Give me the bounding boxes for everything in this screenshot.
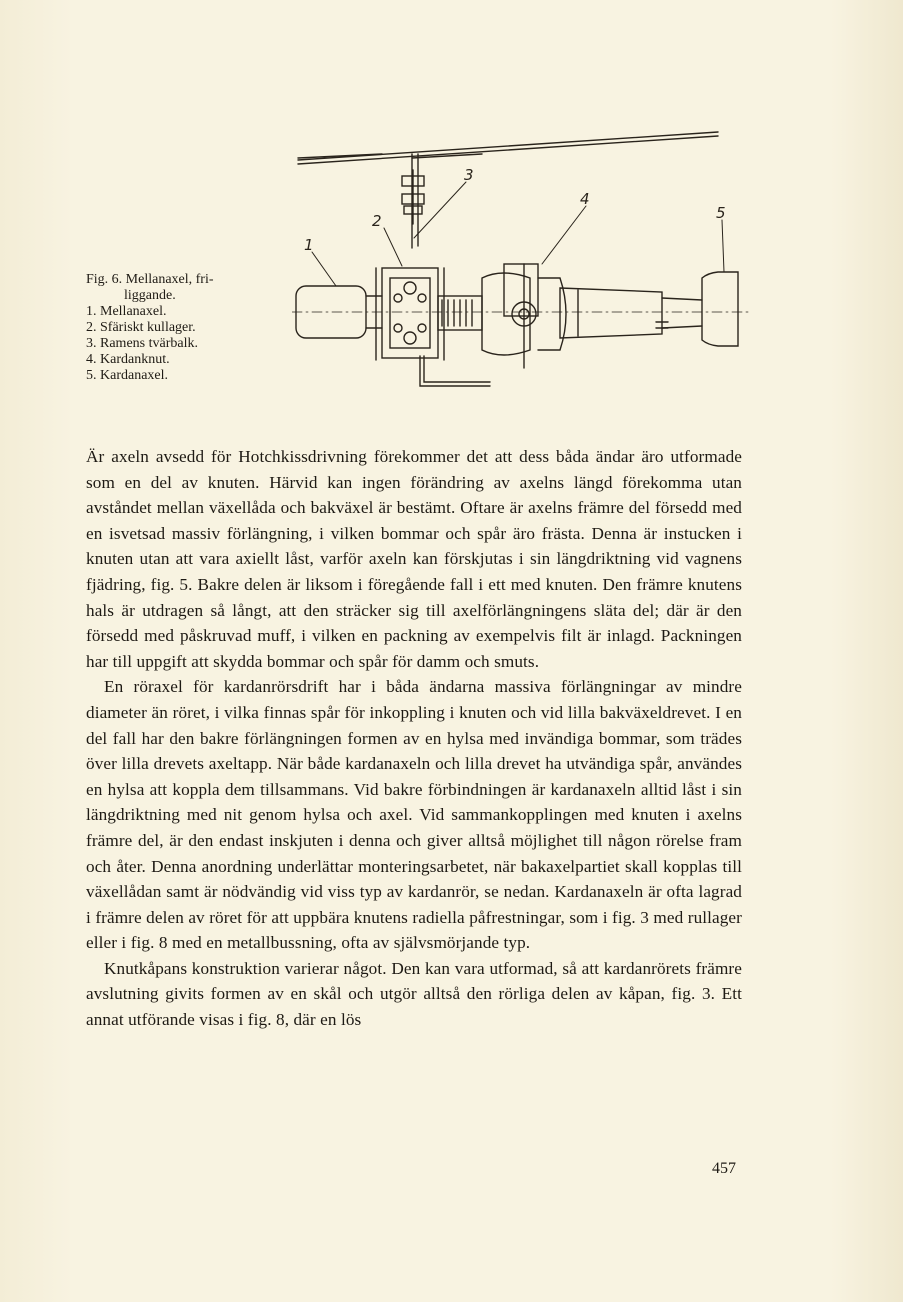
- callout-3: 3: [464, 166, 474, 184]
- universal-joint-drawing: [482, 264, 566, 368]
- caption-title: Fig. 6. Mellanaxel, fri-: [86, 272, 214, 287]
- legend-item: 2. Sfäriskt kullager.: [86, 320, 196, 335]
- page-number: 457: [712, 1160, 736, 1177]
- callout-1: 1: [304, 236, 314, 254]
- cardan-shaft-drawing: [560, 272, 738, 346]
- body-text: [86, 444, 742, 1033]
- callout-4: 4: [580, 190, 590, 208]
- figure-caption: [86, 272, 266, 384]
- callout-5: 5: [716, 204, 726, 222]
- hanger-bolts-drawing: [402, 170, 424, 224]
- legend-item: 4. Kardanknut.: [86, 352, 170, 367]
- paragraph: Är axeln avsedd för Hotchkissdrivning förekommer det att dess båda ändar äro utformade som en del av knuten. Härvid kan ingen förändring av axelns längd förekomma utan avståndet mellan växellåda och bakväxel är bestämt. Oftare är axelns främre del försedd med en isvetsad massiv förlängning, i vilken bommar och spår äro frästa. Denna är instucken i knuten utan att vara axiellt låst, varför axeln kan förskjutas i sin längdriktning vid vagnens fjädring, fig. 5. Bakre delen är liksom i föregående fall i ett med knuten. Den främre knutens hals är utdragen så långt, att den sträcker sig till axelförlängningens släta del; där är den försedd med påskruvad muff, i vilken en packning av exempelvis filt är inlagd. Packningen har till uppgift att skydda bommar och spår för damm och smuts.: [86, 447, 742, 671]
- paragraph: Knutkåpans konstruktion varierar något. Den kan vara utformad, så att kardanrörets främre avslutning givits formen av en skål och utgör alltså den rörliga delen av kåpan, fig. 3. Ett annat utförande visas i fig. 8, där en lös: [86, 958, 742, 1030]
- frame-rail-drawing: [298, 132, 718, 248]
- caption-title-continued: liggande.: [124, 288, 176, 303]
- figure-legend: [86, 304, 266, 384]
- legend-item: 5. Kardanaxel.: [86, 368, 169, 383]
- lower-bracket-drawing: [420, 356, 490, 386]
- leader-lines: [312, 182, 724, 286]
- callout-2: 2: [372, 212, 382, 230]
- bearing-housing-drawing: [376, 268, 444, 360]
- paragraph: En röraxel för kardanrörsdrift har i båda ändarna massiva förlängningar av mindre diameter än röret, i vilka finnas spår för inkoppling i knuten och vid lilla bakväxeldrevet. I en del fall har den bakre förlängningen formen av en hylsa med invändiga bommar, som trädes över lilla drevets axeltapp. När både kardanaxeln och lilla drevet ha utvändiga spår, användes en hylsa att koppla dem tillsammans. Vid bakre förbindningen är kardanaxeln alltid låst i sin längdriktning med nit genom hylsa och axel. Vid sammankopplingen med knuten i axelns främre del, är den endast inskjuten i denna och giver alltså möjlighet till någon rörelse fram och åter. Denna anordning underlättar monteringsarbetet, när bakaxelpartiet skall kopplas till växellådan samt är nödvändig vid viss typ av kardanrör, se nedan. Kardanaxeln är ofta lagrad i främre delen av röret för att uppbära knutens radiella påfrestningar, som i fig. 3 med rullager eller i fig. 8 med en metallbussning, ofta av självsmörjande typ.: [86, 677, 742, 953]
- shaft-drawing: [292, 128, 757, 398]
- legend-item: 1. Mellanaxel.: [86, 304, 167, 319]
- legend-item: 3. Ramens tvärbalk.: [86, 336, 198, 351]
